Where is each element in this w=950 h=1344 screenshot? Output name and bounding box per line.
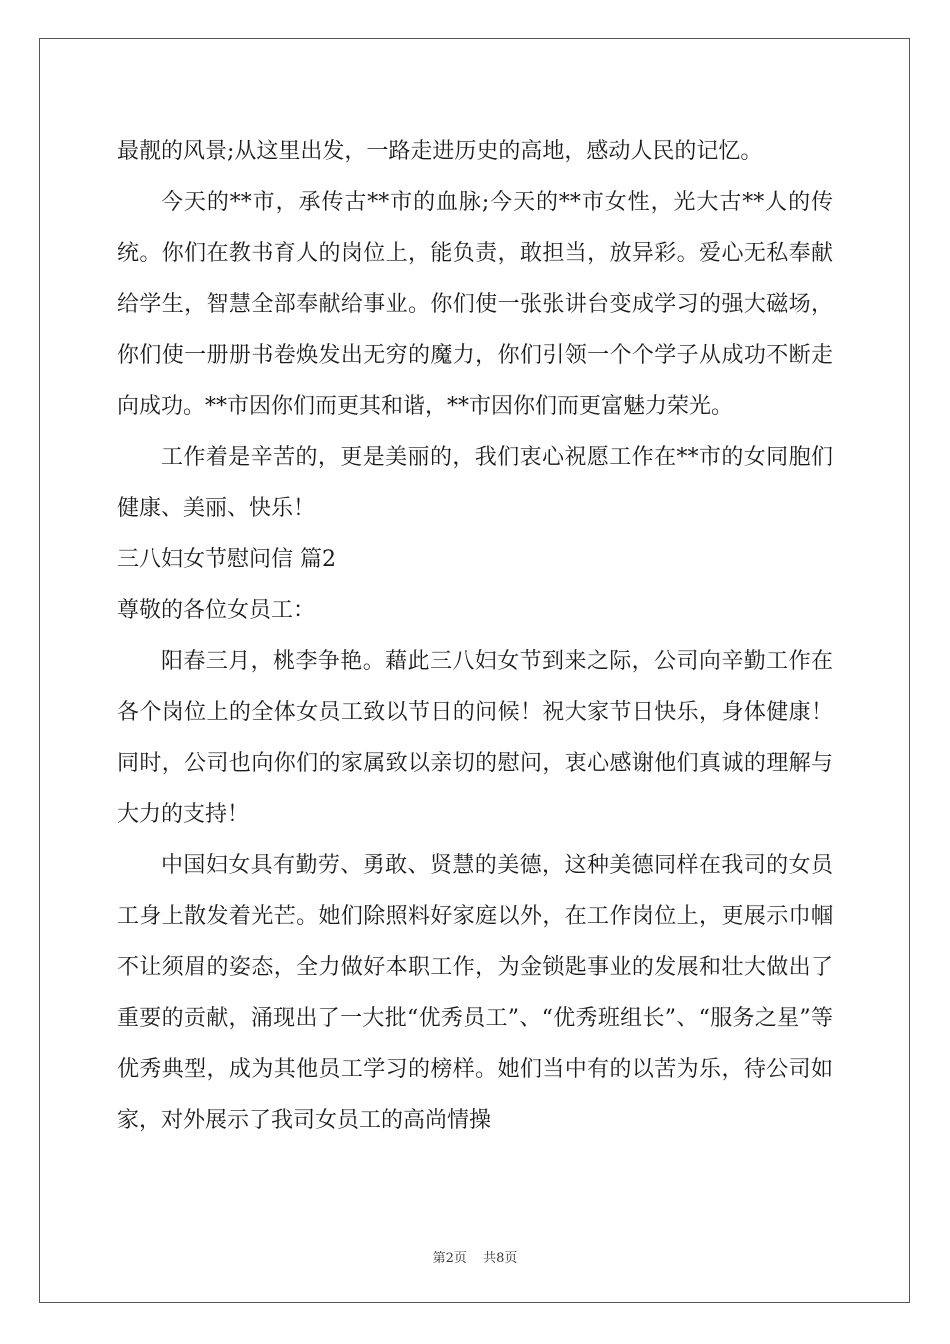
salutation: 尊敬的各位女员工： — [117, 598, 316, 623]
page-number: 第2页 — [432, 1251, 467, 1266]
paragraph-wishes: 工作着是辛苦的，更是美丽的，我们衷心祝愿工作在**市的女同胞们健康、美丽、快乐！ — [117, 445, 833, 521]
paragraph-continuation: 最靓的风景;从这里出发，一路走进历史的高地，感动人民的记忆。 — [117, 139, 763, 164]
paragraph-greeting: 阳春三月，桃李争艳。藉此三八妇女节到来之际，公司向辛勤工作在各个岗位上的全体女员工致以节日的问候！祝大家节日快乐，身体健康！同时，公司也向你们的家属致以亲切的慰问，衷心感谢他们真诚的理解与大力的支持！ — [117, 649, 833, 827]
page-footer — [0, 1247, 950, 1266]
paragraph-virtues: 中国妇女具有勤劳、勇敢、贤慧的美德，这种美德同样在我司的女员工身上散发着光芒。她们除照料好家庭以外，在工作岗位上，更展示巾帼不让须眉的姿态，全力做好本职工作，为金锁匙事业的发展和壮大做出了重要的贡献，涌现出了一大批“优秀员工”、“优秀班组长”、“服务之星”等优秀典型，成为其他员工学习的榜样。她们当中有的以苦为乐，待公司如家，对外展示了我司女员工的高尚情操 — [117, 853, 833, 1133]
paragraph-city-tribute: 今天的**市，承传古**市的血脉;今天的**市女性，光大古**人的传统。你们在教书育人的岗位上，能负责，敢担当，放异彩。爱心无私奉献给学生，智慧全部奉献给事业。你们使一张张讲台变成学习的强大磁场，你们使一册册书卷焕发出无穷的魔力，你们引领一个个学子从成功不断走向成功。**市因你们而更其和谐，**市因你们而更富魅力荣光。 — [117, 190, 833, 419]
page-total: 共8页 — [483, 1251, 518, 1266]
document-body — [117, 126, 833, 1146]
section-heading: 三八妇女节慰问信 篇2 — [117, 547, 336, 572]
